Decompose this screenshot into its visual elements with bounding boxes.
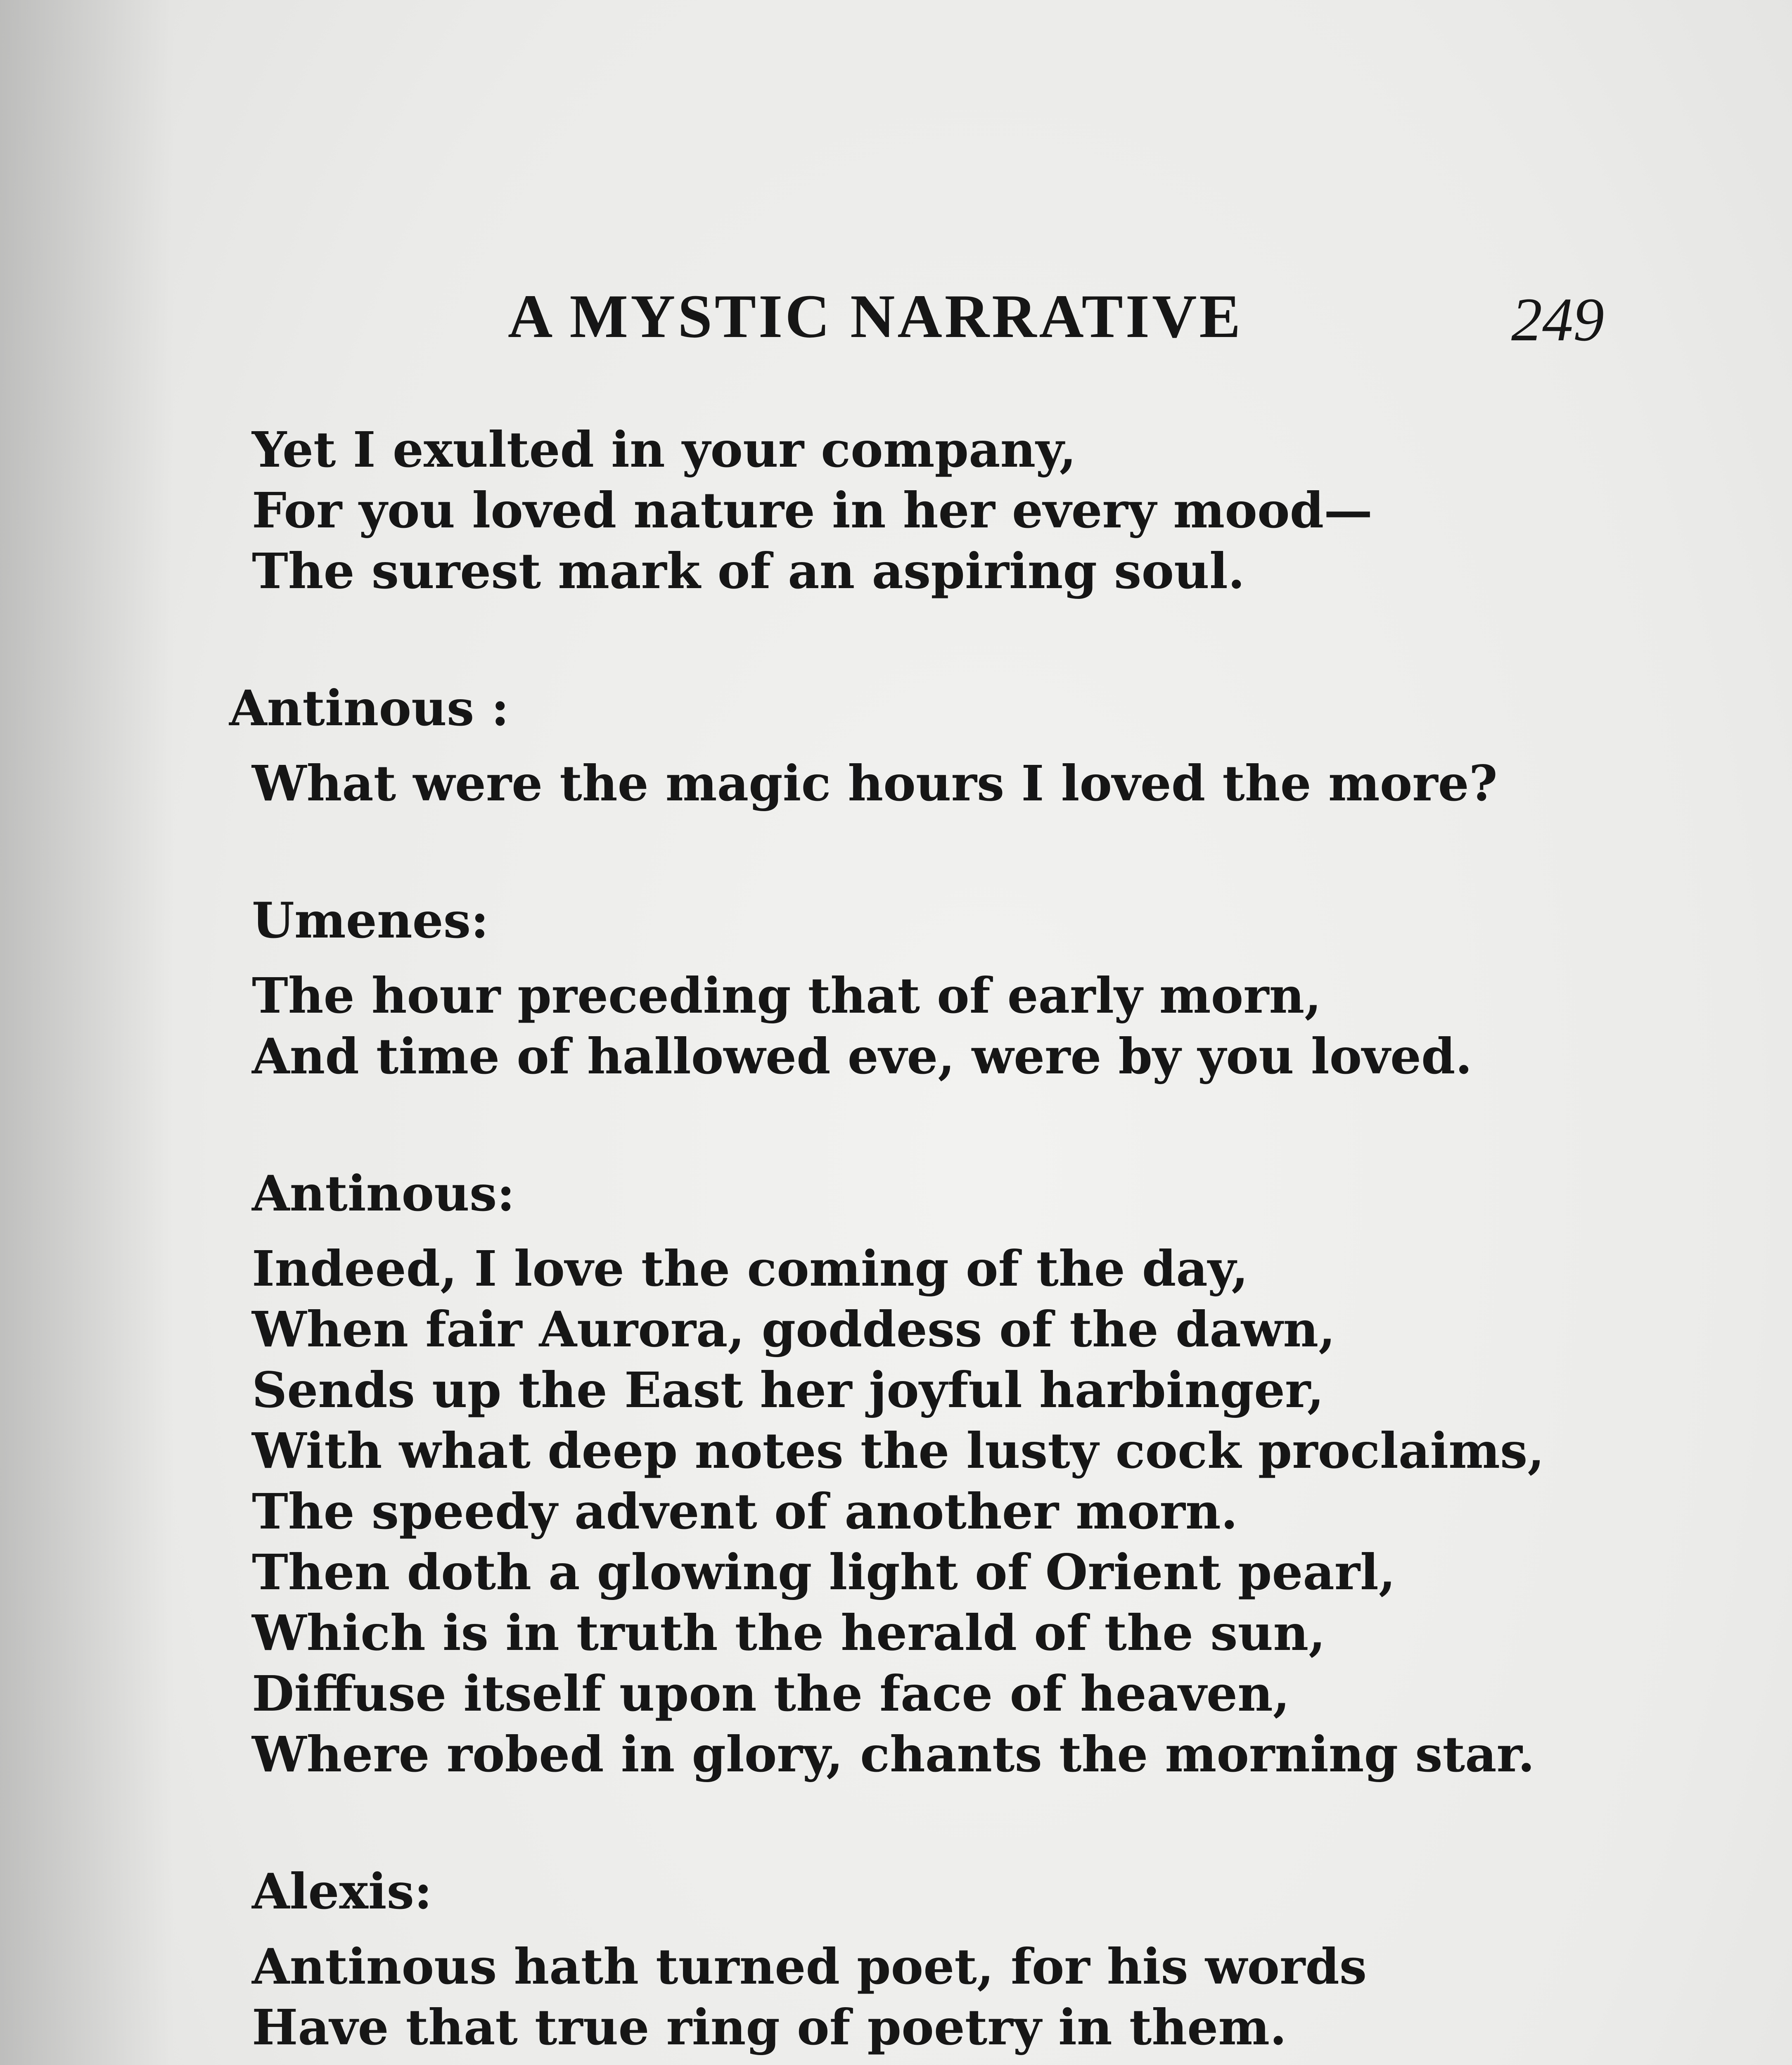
verse-line: With what deep notes the lusty cock proclaims,: [252, 1422, 1545, 1479]
verse-line: Sends up the East her joyful harbinger,: [252, 1361, 1324, 1419]
speaker-name: Antinous :: [229, 679, 510, 737]
opening-stanza: [252, 419, 1656, 601]
verse-line: What were the magic hours I loved the more?: [252, 755, 1498, 812]
verse-line: Yet I exulted in your company,: [252, 421, 1076, 478]
verse-line: When fair Aurora, goddess of the dawn,: [252, 1301, 1336, 1358]
verse-line: Diffuse itself upon the face of heaven,: [252, 1665, 1290, 1722]
speaker-name: Alexis:: [252, 1863, 432, 1920]
verse-line: Then doth a glowing light of Orient pearl,: [252, 1543, 1396, 1601]
verse-line: And time of hallowed eve, were by you loved.: [252, 1028, 1472, 1085]
verse-line: For you loved nature in her every mood—: [252, 482, 1373, 539]
verse-line: Indeed, I love the coming of the day,: [252, 1240, 1249, 1297]
speaker-name: Umenes:: [252, 892, 489, 949]
poem-text: [229, 419, 1656, 2065]
verse-line: Which is in truth the herald of the sun,: [252, 1604, 1326, 1661]
page-header: [0, 281, 1792, 363]
speech-antinous-2: [252, 1163, 1656, 1785]
verse-line: Where robed in glory, chants the morning star.: [252, 1726, 1535, 1783]
speech-alexis: [252, 1861, 1656, 2058]
verse-line: The speedy advent of another morn.: [252, 1483, 1238, 1540]
speech-umenes-1: [252, 890, 1656, 1087]
verse-line: The hour preceding that of early morn,: [252, 967, 1322, 1024]
verse-line: Have that true ring of poetry in them.: [252, 1999, 1287, 2056]
page-number: 249: [1511, 285, 1604, 354]
verse-line: The surest mark of an aspiring soul.: [252, 542, 1245, 600]
speaker-name: Antinous:: [252, 1165, 515, 1222]
speech-antinous-1: [229, 678, 1656, 814]
running-title: A MYSTIC NARRATIVE: [508, 282, 1243, 351]
verse-line: Antinous hath turned poet, for his words: [252, 1938, 1367, 1995]
